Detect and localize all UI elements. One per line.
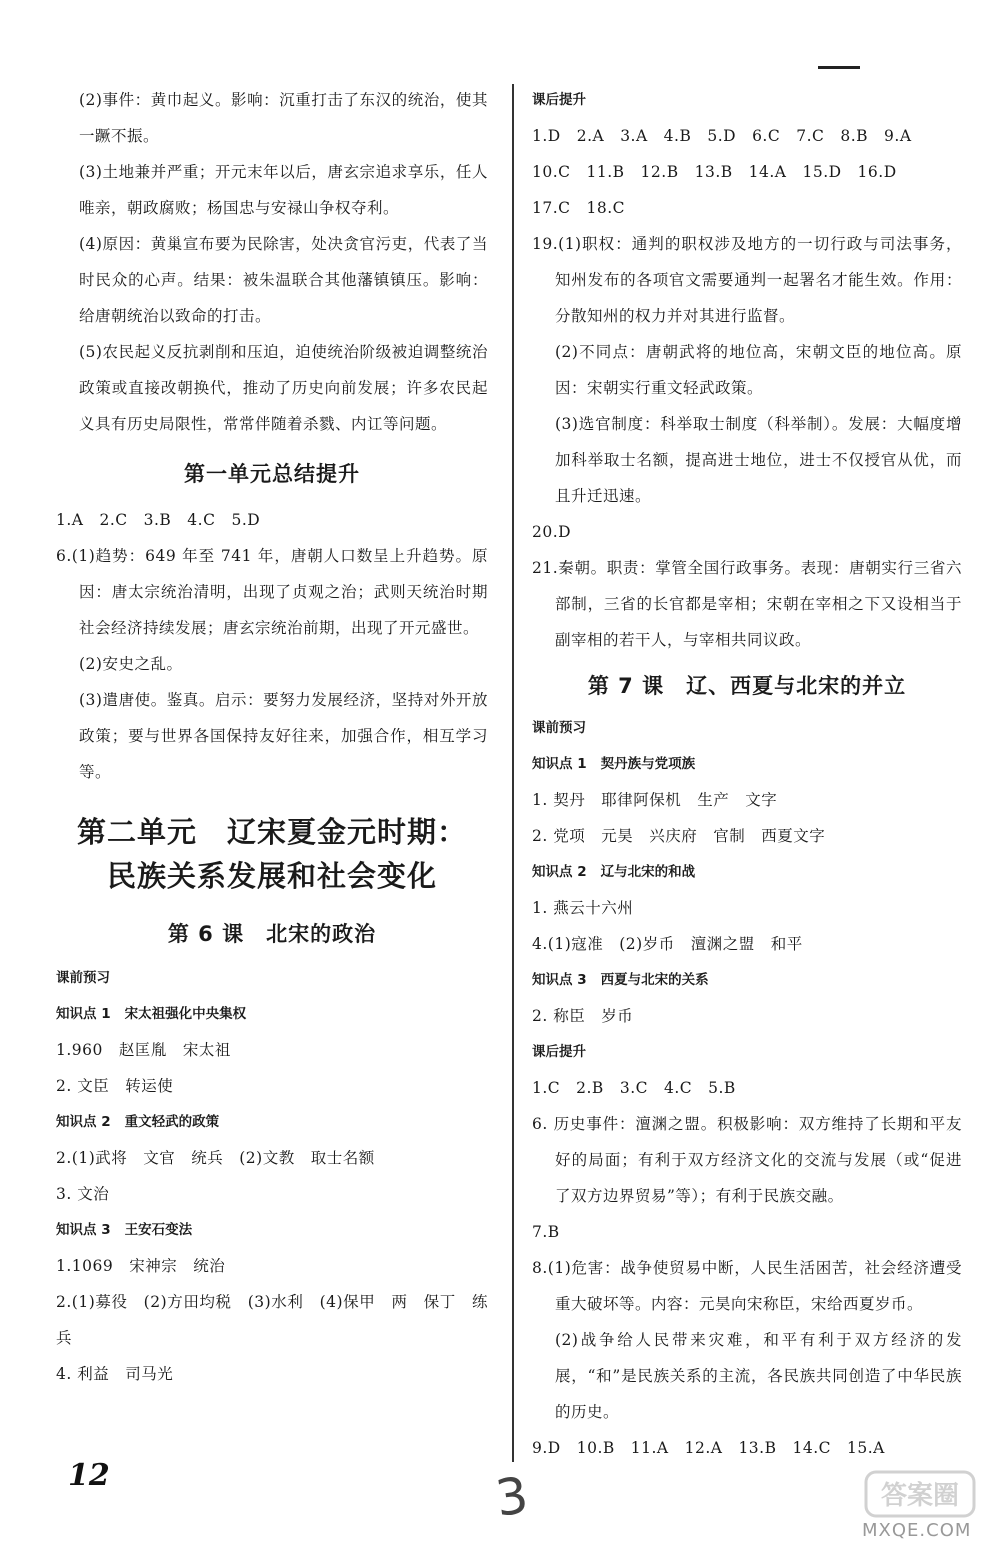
kp-number: 知识点 3 xyxy=(532,972,587,988)
kp-number: 知识点 1 xyxy=(56,1006,111,1022)
answer-line: 19.(1)职权：通判的职权涉及地方的一切行政与司法事务，知州发布的各项官文需要通判一起署名才能生效。作用：分散知州的权力并对其进行监督。 xyxy=(532,235,962,325)
kp-number: 知识点 1 xyxy=(532,756,587,772)
answer-line: 9.D 10.B 11.A 12.A 13.B 14.C 15.A xyxy=(532,1439,885,1457)
answer-line: 7.B xyxy=(532,1223,560,1241)
knowledge-point-1 xyxy=(56,996,488,1032)
question-19 xyxy=(532,226,962,514)
knowledge-point-1 xyxy=(532,746,962,782)
unit1-answers xyxy=(56,502,488,790)
lesson7-title: 第 7 课 辽、西夏与北宋的并立 xyxy=(587,674,907,698)
post-study-label-2: 课后提升 xyxy=(532,1044,586,1060)
kp-number: 知识点 2 xyxy=(56,1114,111,1130)
kp1-answers xyxy=(532,782,962,854)
knowledge-point-3 xyxy=(56,1212,488,1248)
answer-line: 1.A 2.C 3.B 4.C 5.D xyxy=(56,511,261,529)
answer-line: 4.(1)寇准 (2)岁币 澶渊之盟 和平 xyxy=(532,935,803,953)
unit1-summary-title: 第一单元总结提升 xyxy=(184,462,360,486)
answer-line: 2. 称臣 岁币 xyxy=(532,1007,634,1025)
answer-line: (2)不同点：唐朝武将的地位高，宋朝文臣的地位高。原因：宋朝实行重文轻武政策。 xyxy=(555,343,962,397)
kp1-answers xyxy=(56,1032,488,1104)
answer-line: (2)战争给人民带来灾难，和平有利于双方经济的发展，“和”是民族关系的主流，各民族共同创造了中华民族的历史。 xyxy=(555,1331,962,1421)
knowledge-point-2 xyxy=(532,854,962,890)
page-number: 12 xyxy=(68,1458,110,1493)
answer-line: 2. 文臣 转运使 xyxy=(56,1077,174,1095)
kp2-answers xyxy=(56,1140,488,1212)
watermark-site: MXQE.COM xyxy=(862,1520,972,1541)
answer-line: (4)原因：黄巢宣布要为民除害，处决贪官污吏，代表了当时民众的心声。结果：被朱温联合其他藩镇镇压。影响：给唐朝统治以致命的打击。 xyxy=(79,235,488,325)
question-21: 21.秦朝。职责：掌管全国行政事务。表现：唐朝实行三省六部制，三省的长官都是宰相；宋朝在宰相之下又设相当于副宰相的若干人，与宰相共同议政。 xyxy=(532,559,962,649)
answer-line: 1.D 2.A 3.A 4.B 5.D 6.C 7.C 8.B 9.A xyxy=(532,127,912,145)
top-rule-right xyxy=(818,66,860,69)
kp2-answers xyxy=(532,890,962,962)
pre-study-label: 课前预习 xyxy=(532,720,586,736)
kp-number: 知识点 3 xyxy=(56,1222,111,1238)
column-divider xyxy=(512,84,514,1462)
right-column xyxy=(532,82,962,1466)
answer-line: (3)土地兼并严重；开元末年以后，唐玄宗追求享乐，任人唯亲，朝政腐败；杨国忠与安禄山争权夺利。 xyxy=(79,163,488,217)
kp-title: 宋太祖强化中央集权 xyxy=(124,1006,247,1022)
answer-line: 2.(1)武将 文官 统兵 (2)文教 取士名额 xyxy=(56,1149,375,1167)
watermark-brand: 答案圈 xyxy=(880,1481,960,1511)
lesson6-title: 第 6 课 北宋的政治 xyxy=(167,922,377,946)
answer-line: 1.C 2.B 3.C 4.C 5.B xyxy=(532,1079,736,1097)
answer-line: (2)安史之乱。 xyxy=(79,655,183,673)
answer-line: (3)选官制度：科举取士制度（科举制）。发展：大幅度增加科举取士名额，提高进士地位，进士不仅授官从优，而且升迁迅速。 xyxy=(555,415,962,505)
answer-line: 1. 燕云十六州 xyxy=(532,899,634,917)
multiple-choice-answers xyxy=(532,118,962,226)
knowledge-point-2 xyxy=(56,1104,488,1140)
question-20: 20.D xyxy=(532,523,572,541)
unit2-title-line1: 第二单元 辽宋夏金元时期： xyxy=(76,815,467,849)
answer-line: 3. 文治 xyxy=(56,1185,110,1203)
post-study-answers xyxy=(532,1070,962,1466)
answer-line: 2. 党项 元昊 兴庆府 官制 西夏文字 xyxy=(532,827,826,845)
left-column xyxy=(56,82,488,1392)
answer-line: 6.(1)趋势：649 年至 741 年，唐朝人口数呈上升趋势。原因：唐太宗统治清明，出现了贞观之治；武则天统治时期社会经济持续发展；唐玄宗统治前期，出现了开元盛世。 xyxy=(56,547,488,637)
answer-line: 1.1069 宋神宗 统治 xyxy=(56,1257,226,1275)
answer-line: 8.(1)危害：战争使贸易中断，人民生活困苦，社会经济遭受重大破坏等。内容：元昊向宋称臣，宋给西夏岁币。 xyxy=(532,1259,962,1313)
kp-title: 王安石变法 xyxy=(124,1222,193,1238)
kp-title: 辽与北宋的和战 xyxy=(600,864,696,880)
left-intro-block xyxy=(56,82,488,442)
answer-line: 17.C 18.C xyxy=(532,199,626,217)
answer-line: 2.(1)募役 (2)方田均税 (3)水利 (4)保甲 两 保丁 练兵 xyxy=(56,1293,488,1347)
unit2-title-line2: 民族关系发展和社会变化 xyxy=(106,859,437,893)
answer-line: (5)农民起义反抗剥削和压迫，迫使统治阶级被迫调整统治政策或直接改朝换代，推动了历史向前发展；许多农民起义具有历史局限性，常常伴随着杀戮、内讧等问题。 xyxy=(79,343,488,433)
answer-line: 1.960 赵匡胤 宋太祖 xyxy=(56,1041,231,1059)
answer-line: 10.C 11.B 12.B 13.B 14.A 15.D 16.D xyxy=(532,163,897,181)
answer-line: 4. 利益 司马光 xyxy=(56,1365,174,1383)
kp3-answers xyxy=(56,1248,488,1392)
kp3-answers xyxy=(532,998,962,1034)
kp-title: 契丹族与党项族 xyxy=(600,756,696,772)
post-study-label: 课后提升 xyxy=(532,92,586,108)
knowledge-point-3 xyxy=(532,962,962,998)
kp-number: 知识点 2 xyxy=(532,864,587,880)
kp-title: 重文轻武的政策 xyxy=(124,1114,220,1130)
pre-study-label: 课前预习 xyxy=(56,970,110,986)
answer-line: 1. 契丹 耶律阿保机 生产 文字 xyxy=(532,791,778,809)
kp-title: 西夏与北宋的关系 xyxy=(600,972,709,988)
answer-line: (3)遣唐使。鉴真。启示：要努力发展经济，坚持对外开放政策；要与世界各国保持友好往来，加强合作，相互学习等。 xyxy=(79,691,488,781)
handwritten-mark: 3 xyxy=(492,1466,532,1528)
answer-line: 6. 历史事件：澶渊之盟。积极影响：双方维持了长期和平友好的局面；有利于双方经济文化的交流与发展（或“促进了双方边界贸易”等）；有利于民族交融。 xyxy=(532,1115,962,1205)
answer-line: (2)事件：黄巾起义。影响：沉重打击了东汉的统治，使其一蹶不振。 xyxy=(79,91,488,145)
